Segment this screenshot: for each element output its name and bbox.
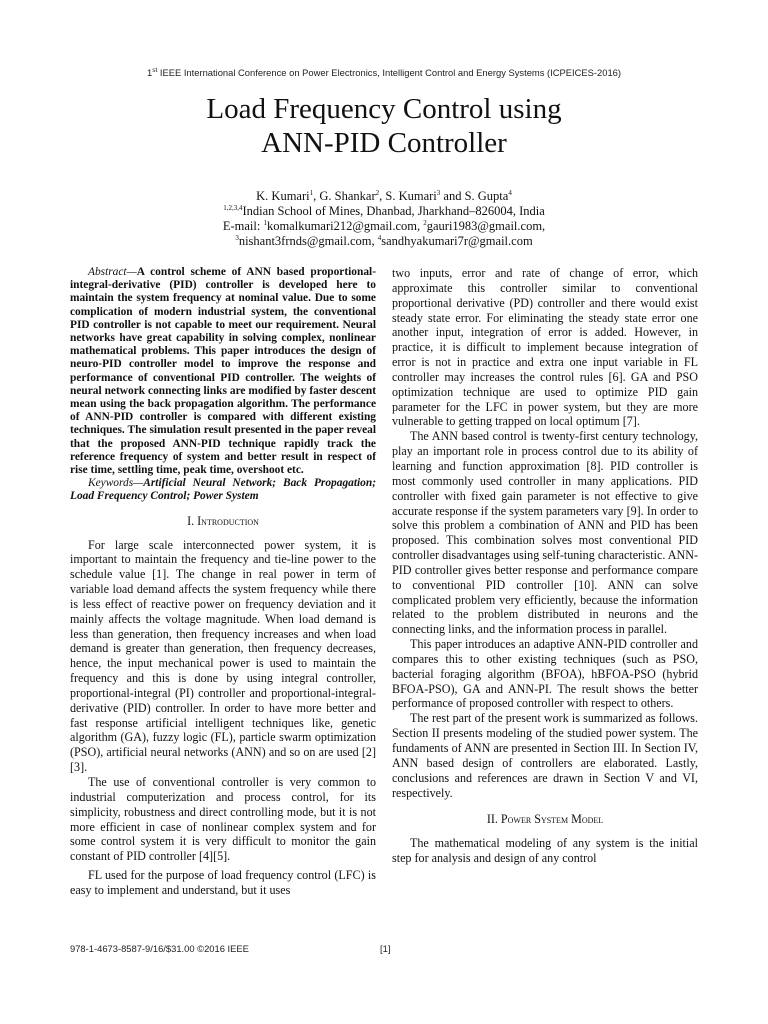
keywords-lead: Keywords— — [88, 477, 144, 490]
email-4-sup: 4 — [377, 233, 382, 242]
keywords — [70, 477, 376, 503]
left-column — [70, 266, 376, 898]
email-1: komalkumari212@gmail.com, — [266, 219, 424, 233]
email-line-1 — [0, 219, 768, 234]
intro-paragraph-1: For large scale interconnected power system, it is important to maintain the frequency and tie-line power to the schedule value [1]. The change in real power in term of variable load demand affects the system frequency while there is less effect of reactive power on frequency deviation and it mainly affects the voltage magnitude. When load demand is less than generation, then frequency increases and when load demand is greater than generation, then frequency decreases, hence, the input mechanical power is used to maintain the frequency and this is done by using integral controller, proportional-integral (PI) controller and proportional-integral-derivative (PID) controller. In order to have more better and fast response artificial intelligent techniques like, genetic algorithm (GA), fuzzy logic (FL), particle swarm optimization (PSO), artificial neural networks (ANN) and so on are used [2][3]. — [70, 537, 376, 775]
section-heading-introduction: I. Introduction — [187, 513, 259, 528]
affiliation — [0, 204, 768, 219]
paper-title — [0, 92, 768, 160]
intro-paragraph-4: two inputs, error and rate of change of error, which approximate this controller similar to conventional proportional derivative (PD) controller and there would exist steady state error. For eliminating the steady state error one another input, integration of error is added. However, in practice, it is difficult to implement because integration of error is not in practice and extra one input variable in FL controller may increases the control rules [6]. GA and PSO optimization technique are used to optimize PID gain parameter for the LFC in power system, but they are more vulnerable to getting trapped on local optimum [7]. — [392, 266, 698, 429]
email-2: gauri1983@gmail.com, — [426, 219, 546, 233]
author-3-sup: 3 — [436, 188, 441, 197]
intro-paragraph-5: The ANN based control is twenty-first century technology, play an important role in process control due to its ability of learning and function approximation [8]. PID controller is most commonly used controller in many applications. PID controller with fixed gain parameter is not effective to give accurate response if the system parameters vary [9]. In order to solve this problem a combination of ANN and PID has been proposed. This combination solves most conventional PID controller disadvantages using self-tuning characteristic. ANN-PID controller gives better response and performance compare to conventional PID controller [10]. ANN can solve complicated problem very efficiently, because the information related to the problem distributed in neurons and the connecting links, and the information process in parallel. — [392, 429, 698, 637]
author-block — [0, 189, 768, 249]
abstract-lead: Abstract— — [88, 266, 137, 278]
footer-isbn: 978-1-4673-8587-9/16/$31.00 ©2016 IEEE — [70, 943, 249, 954]
title-line-1: Load Frequency Control using — [206, 93, 562, 125]
intro-paragraph-3: FL used for the purpose of load frequency control (LFC) is easy to implement and understand, but it uses — [70, 868, 376, 897]
email-1-sup: 1 — [263, 218, 267, 227]
footer-page-number: [1] — [380, 943, 391, 954]
model-paragraph-1: The mathematical modeling of any system is the initial step for analysis and design of any control — [392, 836, 698, 866]
email-line-2 — [0, 234, 768, 249]
author-1-sup: 1 — [309, 188, 314, 197]
email-3-sup: 3 — [235, 233, 239, 242]
email-prefix: E-mail: — [222, 219, 264, 233]
keywords-text: Artificial Neural Network; Back Propagation; Load Frequency Control; Power System — [70, 477, 376, 503]
intro-paragraph-7: The rest part of the present work is summarized as follows. Section II presents modeling of the studied power system. The fundaments of ANN are presented in Section III. In Section IV, ANN based design of controllers are elaborated. Lastly, conclusions and references are drawn in Section V and VI, respectively. — [392, 711, 698, 800]
author-1: K. Kumari — [256, 189, 310, 203]
author-3: , S. Kumari — [379, 189, 437, 203]
conference-ordinal: 1 — [146, 67, 153, 79]
email-4: sandhyakumari7r@gmail.com — [381, 234, 533, 248]
conference-ordinal-suffix: st — [152, 67, 158, 74]
abstract — [70, 266, 376, 477]
author-names — [0, 189, 768, 204]
title-line-2: ANN-PID Controller — [261, 127, 507, 159]
affiliation-sup: 1,2,3,4 — [223, 203, 243, 212]
email-3: nishant3frnds@gmail.com, — [238, 234, 378, 248]
conference-header — [0, 67, 768, 78]
email-2-sup: 2 — [423, 218, 427, 227]
author-2-sup: 2 — [375, 188, 380, 197]
author-4-sup: 4 — [508, 188, 512, 197]
intro-paragraph-2: The use of conventional controller is very common to industrial computerization and process control, for its simplicity, robustness and direct controlling mode, but it is not more efficient in case of nonlinear complex system and for some control system it is very difficult to monitor the gain constant of PID controller [4][5]. — [70, 775, 376, 864]
author-2: , G. Shankar — [313, 189, 376, 203]
author-4: and S. Gupta — [440, 189, 509, 203]
right-column — [392, 266, 698, 866]
affiliation-text: Indian School of Mines, Dhanbad, Jharkhand–826004, India — [242, 204, 545, 218]
section-heading-power-system-model: II. Power System Model — [486, 812, 604, 827]
abstract-text: A control scheme of ANN based proportional-integral-derivative (PID) controller is developed here to maintain the system frequency at nominal value. Due to some complication of modern industrial system, the conventional PID controller is not capable to meet our requirement. Neural networks have great capability in solving complex, nonlinear mathematical problems. This paper introduces the design of neuro-PID controller model to improve the response and performance of conventional PID controller. The weights of neural network connecting links are modified by faster descent mean using the back propagation algorithm. The performance of ANN-PID controller is compared with different existing techniques. The simulation result presented in the paper reveal that the proposed ANN-PID technique rapidly track the reference frequency of system and better result in respect of rise time, settling time, peak time, overshoot etc. — [70, 266, 376, 477]
intro-paragraph-6: This paper introduces an adaptive ANN-PID controller and compares this to other existing techniques (such as PSO, bacterial foraging algorithm (BFOA), hBFOA-PSO (hybrid BFOA-PSO), GA and ANN-PI. The result shows the better performance of proposed controller with respect to others. — [392, 637, 698, 711]
conference-name: IEEE International Conference on Power Electronics, Intelligent Control and Energy Systems (ICPEICES-2016) — [157, 67, 622, 79]
